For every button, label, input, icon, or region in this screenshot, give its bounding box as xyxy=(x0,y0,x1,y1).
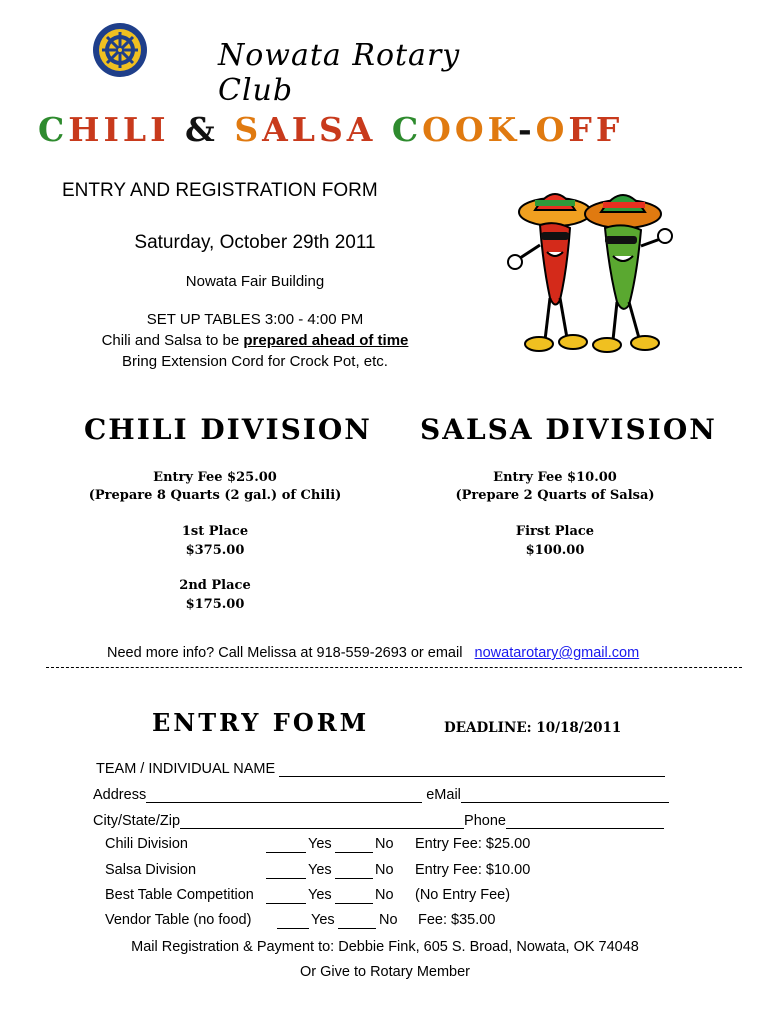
chili-first-label: 1st Place xyxy=(181,524,249,539)
salsa-entry-fee: Entry Fee $10.00 xyxy=(493,470,617,485)
phone-label: Phone xyxy=(464,813,506,829)
rotary-logo xyxy=(92,22,148,78)
option-fee: Entry Fee: $10.00 xyxy=(415,862,531,878)
yes-label: Yes xyxy=(311,912,335,928)
team-name-row xyxy=(96,761,665,777)
yes-blank[interactable] xyxy=(266,889,306,904)
option-label: Salsa Division xyxy=(105,862,197,878)
option-fee: Fee: $35.00 xyxy=(418,912,496,928)
form-title: ENTRY AND REGISTRATION FORM xyxy=(62,180,378,201)
yes-label: Yes xyxy=(308,862,332,878)
contact-line xyxy=(107,645,639,661)
yes-blank[interactable] xyxy=(277,914,309,929)
salsa-first-label: First Place xyxy=(515,524,595,539)
deadline: DEADLINE: 10/18/2011 xyxy=(444,720,622,736)
event-title-part: - xyxy=(517,110,536,149)
entry-form-heading xyxy=(152,708,369,737)
event-title-part: ALSA xyxy=(262,110,377,149)
option-label: Chili Division xyxy=(105,836,188,852)
no-label: No xyxy=(375,836,394,852)
chili-prep: (Prepare 8 Quarts (2 gal.) of Chili) xyxy=(88,488,342,503)
team-name-field[interactable] xyxy=(279,762,665,777)
option-label: Best Table Competition xyxy=(105,887,254,903)
prep-note-emphasis: prepared ahead of time xyxy=(243,332,409,349)
option-label: Vendor Table (no food) xyxy=(105,912,252,928)
city-field[interactable] xyxy=(180,814,464,829)
no-blank[interactable] xyxy=(338,914,376,929)
no-label: No xyxy=(379,912,398,928)
email-field[interactable] xyxy=(461,788,669,803)
no-blank[interactable] xyxy=(335,838,373,853)
city-row xyxy=(93,813,664,829)
cut-line-divider xyxy=(46,667,742,668)
option-fee: (No Entry Fee) xyxy=(415,887,511,903)
prep-note xyxy=(60,332,450,349)
no-blank[interactable] xyxy=(335,864,373,879)
event-title-part: S xyxy=(234,110,263,149)
event-title xyxy=(38,110,623,149)
event-title-part: O xyxy=(535,110,569,149)
give-to-member: Or Give to Rotary Member xyxy=(299,964,470,980)
address-label: Address xyxy=(93,787,147,803)
salsa-prep: (Prepare 2 Quarts of Salsa) xyxy=(455,488,655,503)
salsa-division-heading: SALSA DIVISION xyxy=(420,413,717,446)
event-title-part: FF xyxy=(568,110,624,149)
address-row xyxy=(93,787,669,803)
team-name-label: TEAM / INDIVIDUAL NAME xyxy=(96,761,276,777)
event-date: Saturday, October 29th 2011 xyxy=(134,232,376,253)
option-fee: Entry Fee: $25.00 xyxy=(415,836,531,852)
yes-label: Yes xyxy=(308,887,332,903)
entry-form-heading-text: ENTRY FORM xyxy=(152,708,370,737)
event-title-part: C xyxy=(376,110,423,149)
event-title-part: OOK xyxy=(422,110,518,149)
chili-first-amount: $375.00 xyxy=(185,543,245,558)
prep-note-prefix: Chili and Salsa to be xyxy=(101,332,244,349)
pepper-mascots-illustration xyxy=(505,180,685,360)
rotary-wheel-icon xyxy=(92,22,148,78)
phone-field[interactable] xyxy=(506,814,664,829)
yes-blank[interactable] xyxy=(266,838,306,853)
contact-text: Need more info? Call Melissa at 918-559-2693 or email xyxy=(107,645,463,661)
setup-times: SET UP TABLES 3:00 - 4:00 PM xyxy=(146,311,364,328)
chili-entry-fee: Entry Fee $25.00 xyxy=(153,470,277,485)
club-name: Nowata Rotary Club xyxy=(218,38,461,108)
no-label: No xyxy=(375,862,394,878)
contact-email-link[interactable]: nowatarotary@gmail.com xyxy=(474,645,640,661)
chili-division-heading: CHILI DIVISION xyxy=(84,413,372,446)
chili-second-amount: $175.00 xyxy=(185,597,245,612)
chili-second-label: 2nd Place xyxy=(179,578,251,593)
event-title-part: HILI xyxy=(68,110,170,149)
salsa-first-amount: $100.00 xyxy=(525,543,585,558)
address-field[interactable] xyxy=(146,788,422,803)
event-location: Nowata Fair Building xyxy=(185,273,325,290)
yes-blank[interactable] xyxy=(266,864,306,879)
no-blank[interactable] xyxy=(335,889,373,904)
yes-label: Yes xyxy=(308,836,332,852)
mail-instructions: Mail Registration & Payment to: Debbie Fink, 605 S. Broad, Nowata, OK 74048 xyxy=(131,939,639,955)
event-title-part: C xyxy=(38,110,69,149)
email-label: eMail xyxy=(426,787,461,803)
no-label: No xyxy=(375,887,394,903)
event-title-part: & xyxy=(169,110,235,149)
city-label: City/State/Zip xyxy=(93,813,181,829)
extension-cord-note: Bring Extension Cord for Crock Pot, etc. xyxy=(122,353,388,370)
